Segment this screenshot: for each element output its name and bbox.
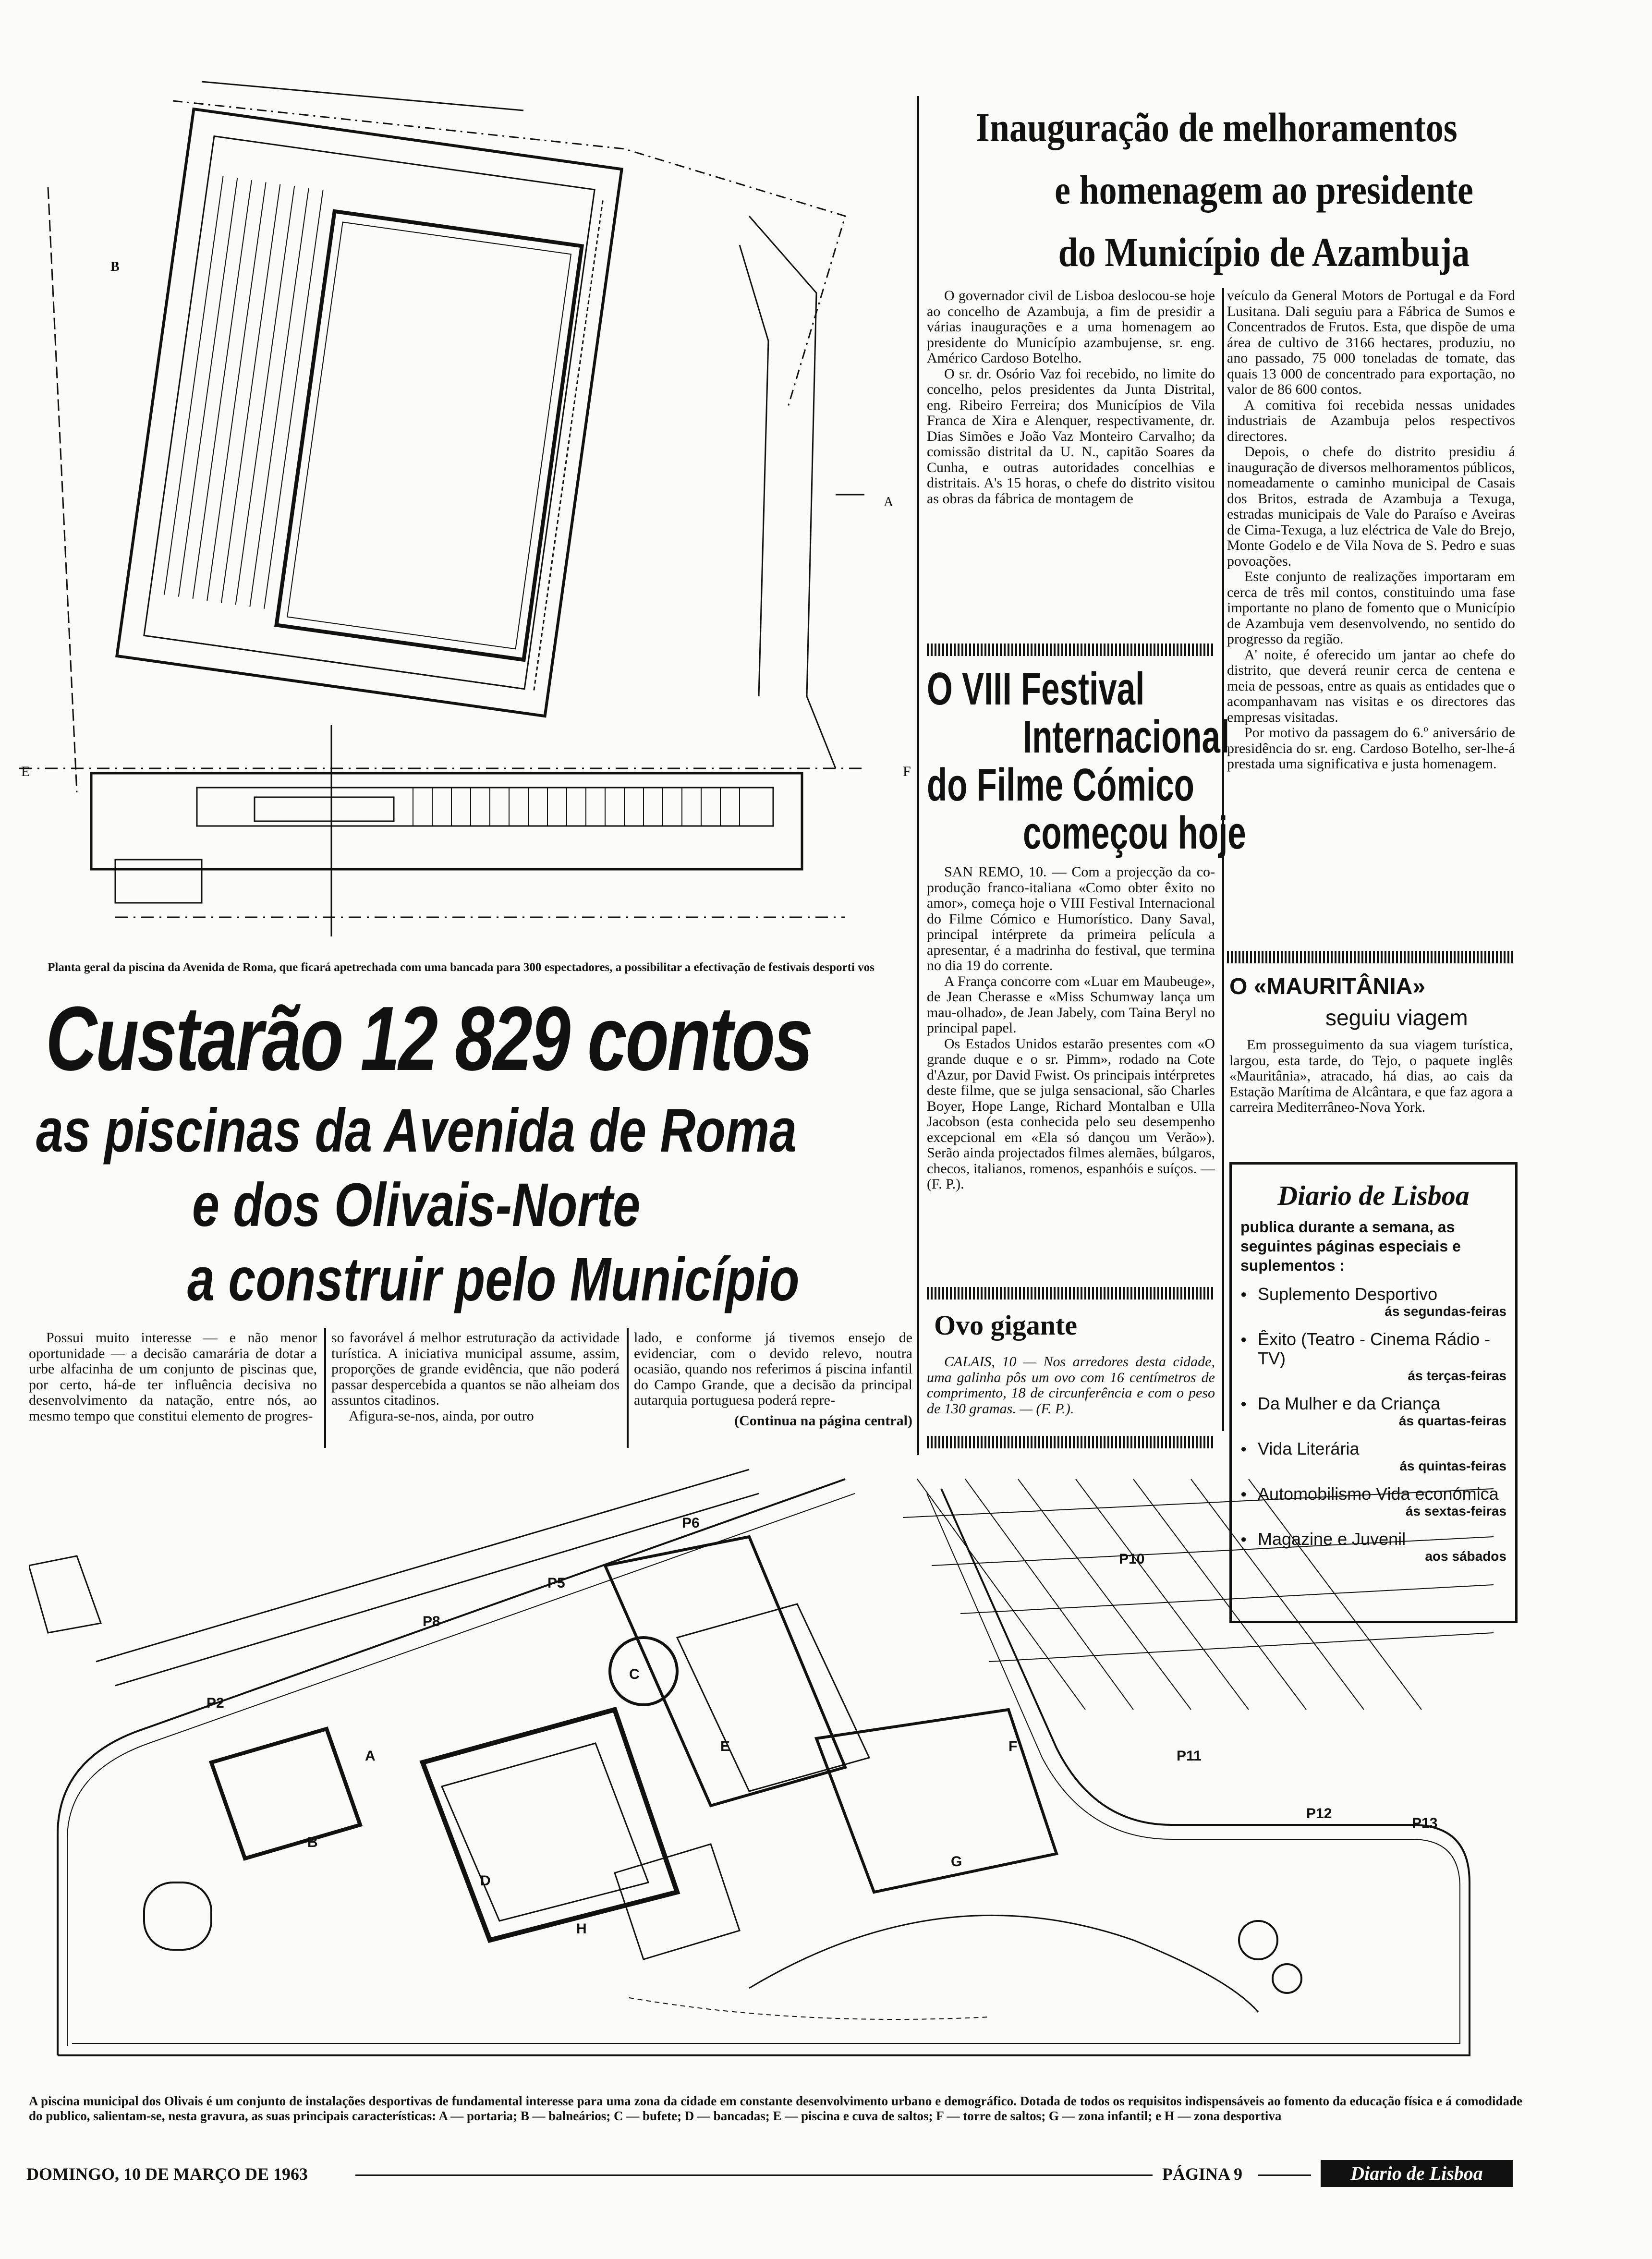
promo-item-day: aos sábados (1425, 1549, 1506, 1564)
plan-marker-label: P6 (682, 1515, 700, 1531)
mauritania-article: Em prosseguimento da sua viagem turística, largou, esta tarde, do Tejo, o paquete inglês «Mauritânia», atracado, há dias, ao cais da Estação Marítima de Alcântara, e que faz agora a carreira Mediterrâneo-Nova York. (1229, 1037, 1513, 1115)
plan-marker-label: P8 (423, 1614, 440, 1629)
promo-logo: Diario de Lisboa (1277, 1180, 1470, 1211)
plan-marker-label: P13 (1412, 1815, 1438, 1831)
main-article-col1: Possui muito interesse — e não menor oportunidade — a decisão camarária de dotar a urbe alfacinha de um conjunto de piscinas que, por certo, há-de ter influência decisiva no desenvolvimento da natação, entre nós, ao mesmo tempo que constitui elemento de progres- (29, 1330, 317, 1424)
plan-label-a: A (884, 495, 894, 510)
promo-item-day: ás quintas-feiras (1399, 1458, 1506, 1473)
ovo-article: CALAIS, 10 — Nos arredores desta cidade, uma galinha pôs um ovo com 16 centímetros de comprimento, 18 de circunferência e com o peso de 130 gramas. — (F. P.). (927, 1354, 1215, 1417)
top-pool-plan (19, 72, 864, 936)
plan-marker-label: P11 (1177, 1748, 1202, 1764)
bullet-icon: ● (1240, 1333, 1247, 1345)
bottom-plan-caption: A piscina municipal dos Olivais é um conjunto de instalações desportivas de fundamental interesse para uma zona da cidade em constante desenvolvimento urbano e demográfico. Dotada de todos os requisitos indispensáveis ao fomento da educação física e á comodidade do publico, salientam-se, nesta gravura, as suas principais características: A — portaria; B — balneários; C — bufete; D — bancadas; E — piscina e cuva de saltos; F — torre de saltos; G — zona infantil; e H — zona desportiva (29, 2094, 1522, 2123)
plan-marker-label: P2 (206, 1695, 224, 1711)
footer-date: DOMINGO, 10 DE MARÇO DE 1963 (26, 2164, 308, 2184)
promo-item-day: ás sextas-feiras (1405, 1504, 1506, 1518)
plan-marker-label: G (951, 1854, 962, 1870)
promo-item-name: Magazine e Juvenil (1258, 1529, 1406, 1549)
plan-marker-label: P10 (1119, 1551, 1145, 1567)
plan-label-f: F (903, 764, 911, 779)
bullet-icon: ● (1240, 1288, 1247, 1300)
main-article-col2: so favorável á melhor estruturação da actividade turística. A iniciativa municipal assume, assim, proporções de grande evidência, que não poderá passar despercebida a quantos se não alheiam dos assuntos citadinos. Afigura-se-nos, ainda, por outro (331, 1330, 620, 1424)
promo-item-name: Êxito (Teatro - Cinema Rádio - TV) (1258, 1329, 1491, 1368)
azambuja-headline-1: Inauguração de melhoramentos (976, 104, 1458, 150)
plan-label-e: E (21, 764, 30, 779)
festival-headline-3: do Filme Cómico (927, 759, 1194, 811)
top-plan-caption: Planta geral da piscina da Avenida de Roma, que ficará apetrechada com uma bancada para 300 espectadores, a possibilitar a efectivação de festivais desporti vos (48, 961, 875, 974)
promo-item (1240, 1330, 1506, 1384)
promo-item-name: Da Mulher e da Criança (1258, 1394, 1441, 1413)
promo-item-day: ás quartas-feiras (1398, 1413, 1506, 1428)
bottom-pool-plan (29, 1460, 1518, 2084)
promo-item-name: Suplemento Desportivo (1258, 1284, 1438, 1304)
azambuja-col2: veículo da General Motors de Portugal e da Ford Lusitana. Dali seguiu para a Fábrica de Sumos e Concentrados de Frutos. Esta, que dispõe de uma área de cultivo de 3166 hectares, produziu, no ano passado, 75 000 toneladas de tomate, das quais 13 000 de concentrado para exportação, no valor de 86 600 contos. A comitiva foi recebida nessas unidades industriais de Azambuja pelos respectivos directores. Depois, o chefe do distrito presidiu á inauguração de diversos melhoramentos públicos, nomeadamente o caminho municipal de Casais dos Britos, estrada de Azambuja a Texuga, estradas municipais de Vale do Paraíso e Aveiras de Cima-Texuga, a luz eléctrica de Vale do Brejo, Monte Godelo e de Vila Nova de S. Pedro e suas povoações. Este conjunto de realizações importaram em cerca de três mil contos, constituindo uma fase importante no plano de fomento que o Município de Azambuja vem desenvolvendo, no sentido do progresso da região. A' noite, é oferecido um jantar ao chefe do distrito, que deverá reunir cerca de centena e meia de pessoas, entre as quais as entidades que o acompanhavam nas visitas e os directores das empresas visitadas. Por motivo da passagem do 6.º aniversário de presidência do sr. eng. Cardoso Botelho, ser-lhe-á prestada uma significativa e justa homenagem. (1227, 288, 1515, 772)
plan-marker-label: P12 (1306, 1806, 1332, 1822)
promo-item-day: ás terças-feiras (1408, 1368, 1506, 1383)
bullet-icon: ● (1240, 1533, 1247, 1545)
ovo-headline: Ovo gigante (934, 1310, 1078, 1341)
plan-marker-label: F (1008, 1738, 1018, 1754)
festival-article: SAN REMO, 10. — Com a projecção da co-produção franco-italiana «Como obter êxito no amor», começa hoje o VIII Festival Internacional do Filme Cómico e Humorístico. Dany Saval, principal intérprete da primeira película a apresentar, é a madrinha do festival, que termina no dia 19 do corrente. A França concorre com «Luar em Maubeuge», de Jean Cherasse e «Miss Schumway lança um mau-olhado», de Jean Jabely, com Taina Beryl no principal papel. Os Estados Unidos estarão presentes com «O grande duque e o sr. Pimm», rodado na Cote d'Azur, por David Fwist. Os principais intérpretes deste filme, que se julga sensacional, são Charles Boyer, Hope Lange, Richard Montalban e Ulla Jacobson (esta conhecida pelo seu desempenho excepcional em «Ela só dançou um Verão»). Serão ainda projectados filmes alemães, búlgaros, checos, italianos, romenos, espanhóis e suíços. — (F. P.). (927, 864, 1215, 1192)
main-headline-line1: Custarão 12 829 contos (46, 988, 812, 1090)
plan-marker-label: P5 (547, 1575, 565, 1591)
festival-headline-2: Internacional (1023, 711, 1230, 763)
promo-item-day: ás segundas-feiras (1385, 1304, 1506, 1319)
festival-headline-1: O VIII Festival (927, 663, 1145, 715)
plan-label-b: B (110, 259, 120, 274)
bullet-icon: ● (1240, 1488, 1247, 1500)
azambuja-headline-2: e homenagem ao presidente (1055, 167, 1473, 213)
bullet-icon: ● (1240, 1443, 1247, 1455)
continued-link[interactable]: (Continua na página central) (734, 1412, 912, 1429)
main-headline-line3: e dos Olivais-Norte (192, 1171, 641, 1239)
main-article-col3: lado, e conforme já tivemos ensejo de evidenciar, com o devido relevo, noutra ocasião, quando nos referimos á piscina infantil do Campo Grande, que a decisão da principal autarquia portuguesa poderá repre- (Continua na página central) (634, 1330, 912, 1429)
mauritania-headline: O «MAURITÂNIA» (1229, 974, 1426, 999)
plan-marker-label: A (365, 1748, 376, 1764)
plan-marker-label: E (720, 1738, 730, 1754)
festival-headline-4: começou hoje (1023, 807, 1246, 859)
footer-masthead-logo: Diario de Lisboa (1321, 2160, 1513, 2187)
bullet-icon: ● (1240, 1397, 1247, 1409)
promo-item (1240, 1285, 1506, 1319)
promo-item-name: Automobilismo Vida económica (1258, 1484, 1499, 1504)
azambuja-headline-3: do Município de Azambuja (1058, 229, 1470, 275)
promo-item-name: Vida Literária (1258, 1439, 1360, 1458)
plan-marker-label: H (576, 1921, 587, 1937)
plan-marker-label: C (629, 1666, 640, 1682)
main-headline-line4: a construir pelo Município (187, 1245, 800, 1314)
footer-page-number: PÁGINA 9 (1162, 2164, 1243, 2184)
plan-marker-label: B (307, 1834, 318, 1850)
main-headline-line2: as piscinas da Avenida de Roma (36, 1096, 797, 1165)
azambuja-col1: O governador civil de Lisboa deslocou-se hoje ao concelho de Azambuja, a fim de presidir a várias inaugurações e a uma homenagem ao presidente do Município azambujense, sr. eng. Américo Cardoso Botelho. O sr. dr. Osório Vaz foi recebido, no limite do concelho, pelos presidentes da Junta Distrital, eng. Ribeiro Ferreira; dos Municípios de Vila Franca de Xira e Alenquer, respectivamente, dr. Dias Simões e João Vaz Monteiro Carvalho; da comissão distrital da U. N., capitão Soares da Cunha, e outras autoridades concelhias e distritais. A's 15 horas, o chefe do distrito visitou as obras da fábrica de montagem de (927, 288, 1215, 507)
promo-intro: publica durante a semana, as seguintes páginas especiais e suplementos : (1240, 1218, 1461, 1274)
mauritania-subhead: seguiu viagem (1325, 1005, 1468, 1030)
promo-item (1240, 1394, 1506, 1429)
plan-marker-label: D (480, 1873, 491, 1889)
